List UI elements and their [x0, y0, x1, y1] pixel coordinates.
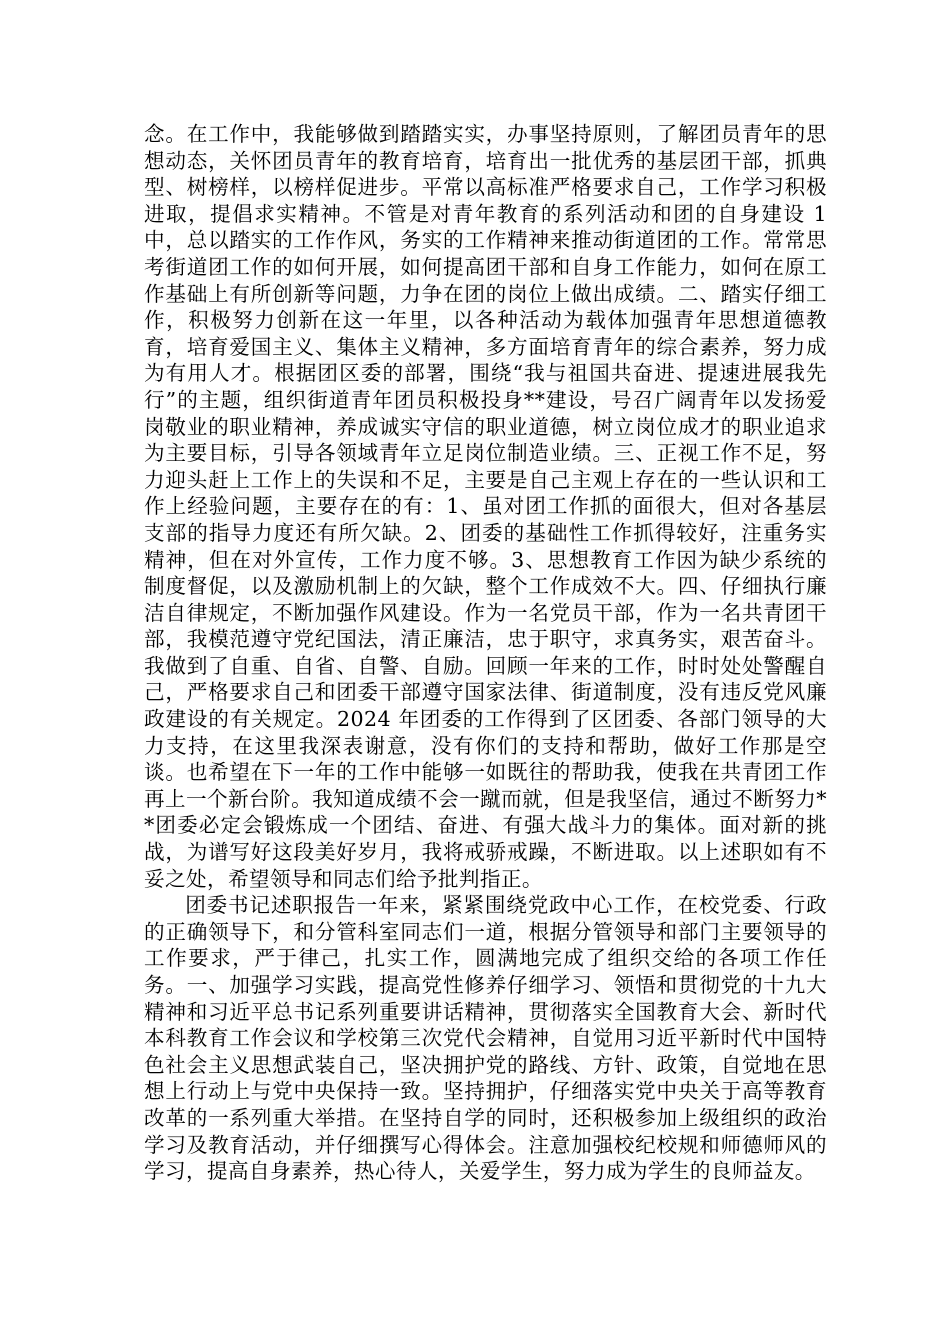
- paragraph-work-report-continued: 念。在工作中，我能够做到踏踏实实，办事坚持原则，了解团员青年的思想动态，关怀团员青年的教育培育，培育出一批优秀的基层团干部，抓典型、树榜样，以榜样促进步。平常以高标准严格要求自己，工作学习积极进取，提倡求实精神。不管是对青年教育的系列活动和团的自身建设 1 中，总以踏实的工作作风，务实的工作精神来推动街道团的工作。常常思考街道团工作的如何开展，如何提高团干部和自身工作能力，如何在原工作基础上有所创新等问题，力争在团的岗位上做出成绩。二、踏实仔细工作，积极努力创新在这一年里，以各种活动为载体加强青年思想道德教育，培育爱国主义、集体主义精神，多方面培育青年的综合素养，努力成为有用人才。根据团区委的部署，围绕“我与祖国共奋进、提速进展我先行”的主题，组织街道青年团员积极投身**建设，号召广阔青年以发扬爱岗敬业的职业精神，养成诚实守信的职业道德，树立岗位成才的职业追求为主要目标，引导各领域青年立足岗位制造业绩。三、正视工作不足，努力迎头赶上工作上的失误和不足，主要是自己主观上存在的一些认识和工作上经验问题，主要存在的有：1、虽对团工作抓的面很大，但对各基层支部的指导力度还有所欠缺。2、团委的基础性工作抓得较好，注重务实精神，但在对外宣传，工作力度不够。3、思想教育工作因为缺少系统的制度督促，以及激励机制上的欠缺，整个工作成效不大。四、仔细执行廉洁自律规定，不断加强作风建设。作为一名党员干部，作为一名共青团干部，我模范遵守党纪国法，清正廉洁，忠于职守，求真务实，艰苦奋斗。我做到了自重、自省、自警、自励。回顾一年来的工作，时时处处警醒自己，严格要求自己和团委干部遵守国家法律、街道制度，没有违反党风廉政建设的有关规定。2024 年团委的工作得到了区团委、各部门领导的大力支持，在这里我深表谢意，没有你们的支持和帮助，做好工作那是空谈。也希望在下一年的工作中能够一如既往的帮助我，使我在共青团工作再上一个新台阶。我知道成绩不会一蹴而就，但是我坚信，通过不断努力**团委必定会锻炼成一个团结、奋进、有强大战斗力的集体。面对新的挑战，为谱写好这段美好岁月，我将戒骄戒躁，不断进取。以上述职如有不妥之处，希望领导和同志们给予批判指正。: [144, 122, 827, 891]
- document-body: [144, 121, 827, 1185]
- paragraph-league-secretary-report: 团委书记述职报告一年来，紧紧围绕党政中心工作，在校党委、行政的正确领导下，和分管科室同志们一道，根据分管领导和部门主要领导的工作要求，严于律己，扎实工作，圆满地完成了组织交给的各项工作任务。一、加强学习实践，提高党性修养仔细学习、领悟和贯彻党的十九大精神和习近平总书记系列重要讲话精神，贯彻落实全国教育大会、新时代本科教育工作会议和学校第三次党代会精神，自觉用习近平新时代中国特色社会主义思想武装自己，坚决拥护党的路线、方针、政策，自觉地在思想上行动上与党中央保持一致。坚持拥护，仔细落实党中央关于高等教育改革的一系列重大举措。在坚持自学的同时，还积极参加上级组织的政治学习及教育活动，并仔细撰写心得体会。注意加强校纪校规和师德师风的学习，提高自身素养，热心待人，关爱学生，努力成为学生的良师益友。: [144, 893, 827, 1184]
